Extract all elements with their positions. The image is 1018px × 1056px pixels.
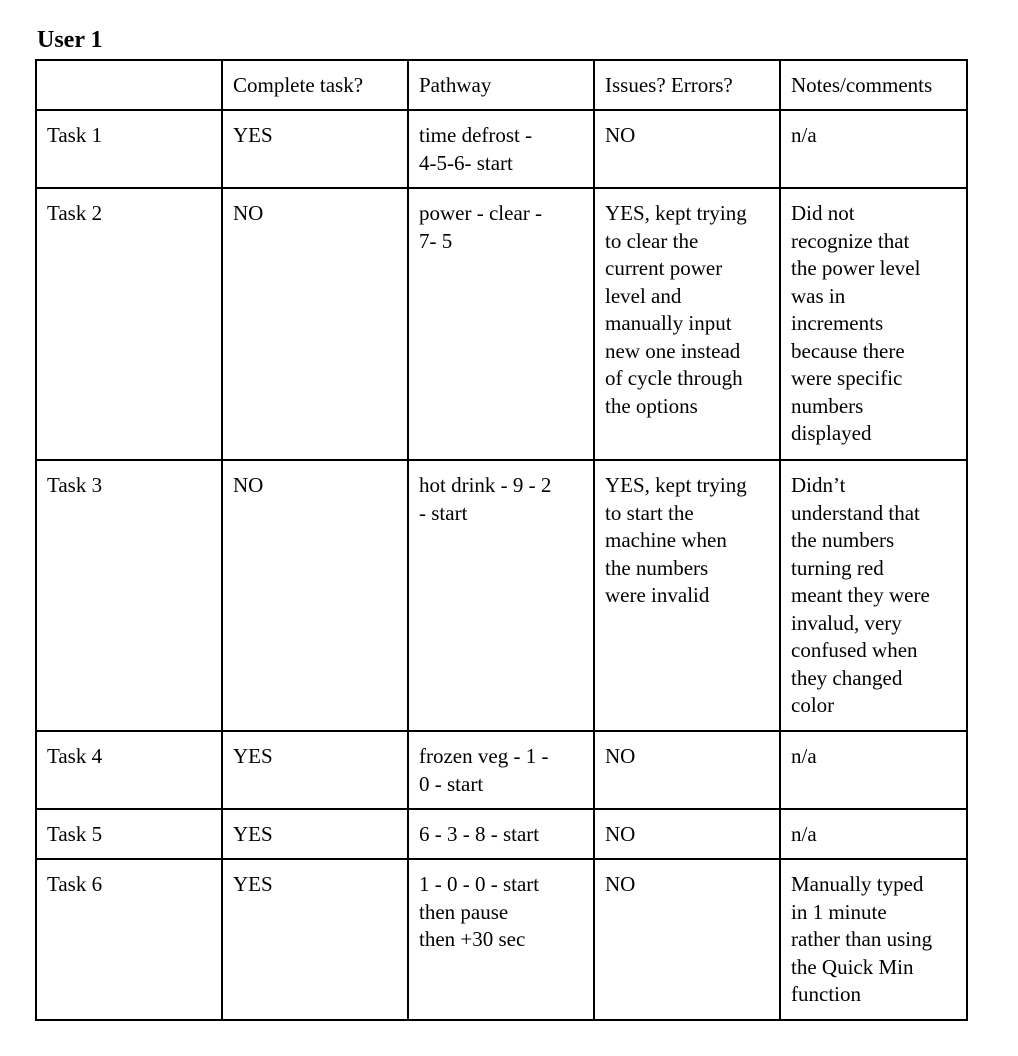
issues-cell: YES, kept trying to start the machine when the numbers were invalid xyxy=(594,460,780,731)
table-row xyxy=(36,188,967,460)
notes-cell: Did not recognize that the power level was in increments because there were specific numbers displayed xyxy=(780,188,967,460)
pathway-cell: 6 - 3 - 8 - start xyxy=(408,809,594,859)
pathway-cell: 1 - 0 - 0 - start then pause then +30 sec xyxy=(408,859,594,1020)
results-table xyxy=(35,59,968,1021)
task-cell: Task 2 xyxy=(36,188,222,460)
table-row xyxy=(36,460,967,731)
header-cell-notes: Notes/comments xyxy=(780,60,967,110)
task-cell: Task 4 xyxy=(36,731,222,809)
complete-cell: YES xyxy=(222,809,408,859)
notes-cell: Manually typed in 1 minute rather than using the Quick Min function xyxy=(780,859,967,1020)
issues-cell: NO xyxy=(594,731,780,809)
issues-cell: YES, kept trying to clear the current power level and manually input new one instead of cycle through the options xyxy=(594,188,780,460)
table-row xyxy=(36,731,967,809)
notes-cell: Didn’t understand that the numbers turning red meant they were invalud, very confused when they changed color xyxy=(780,460,967,731)
complete-cell: YES xyxy=(222,731,408,809)
task-cell: Task 6 xyxy=(36,859,222,1020)
header-cell-blank xyxy=(36,60,222,110)
table-row xyxy=(36,809,967,859)
issues-cell: NO xyxy=(594,110,780,188)
notes-cell: n/a xyxy=(780,809,967,859)
complete-cell: NO xyxy=(222,188,408,460)
notes-cell: n/a xyxy=(780,731,967,809)
complete-cell: YES xyxy=(222,110,408,188)
notes-cell: n/a xyxy=(780,110,967,188)
complete-cell: NO xyxy=(222,460,408,731)
table-row xyxy=(36,110,967,188)
pathway-cell: frozen veg - 1 - 0 - start xyxy=(408,731,594,809)
pathway-cell: time defrost - 4-5-6- start xyxy=(408,110,594,188)
document-heading: User 1 xyxy=(37,27,103,53)
task-cell: Task 3 xyxy=(36,460,222,731)
table-row xyxy=(36,859,967,1020)
issues-cell: NO xyxy=(594,809,780,859)
pathway-cell: hot drink - 9 - 2 - start xyxy=(408,460,594,731)
issues-cell: NO xyxy=(594,859,780,1020)
task-cell: Task 5 xyxy=(36,809,222,859)
header-cell-pathway: Pathway xyxy=(408,60,594,110)
complete-cell: YES xyxy=(222,859,408,1020)
pathway-cell: power - clear - 7- 5 xyxy=(408,188,594,460)
header-row xyxy=(36,60,967,110)
task-cell: Task 1 xyxy=(36,110,222,188)
header-cell-issues: Issues? Errors? xyxy=(594,60,780,110)
header-cell-complete: Complete task? xyxy=(222,60,408,110)
